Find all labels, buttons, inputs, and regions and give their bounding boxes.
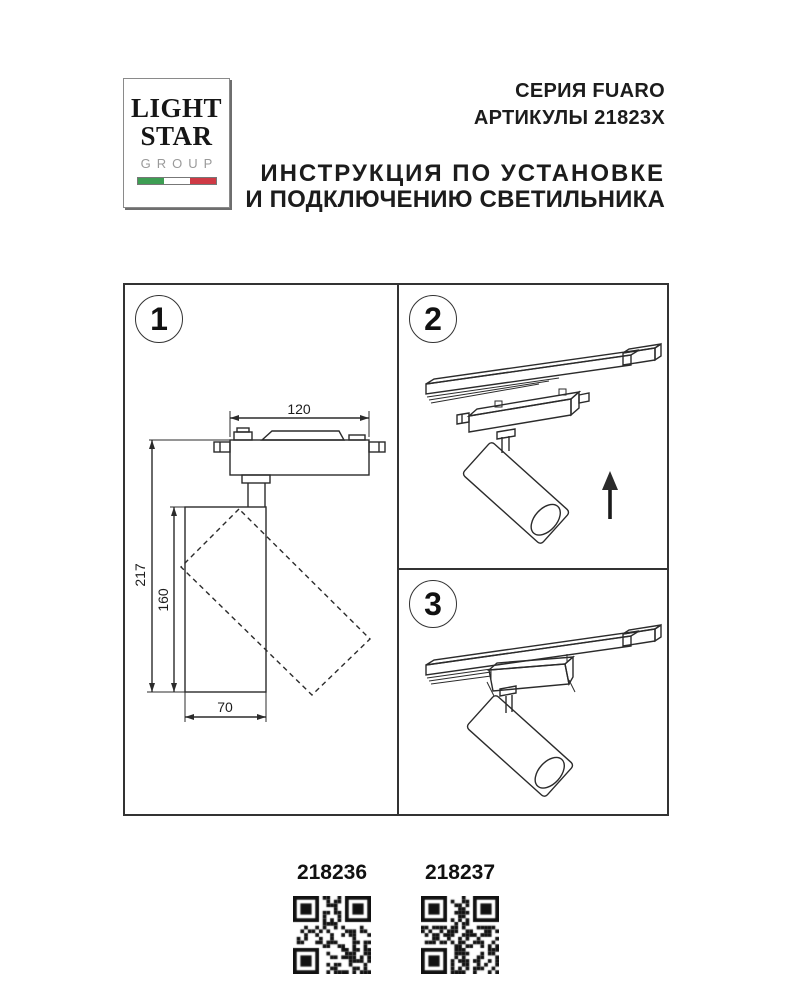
dimension-label-217: 217 — [132, 563, 148, 587]
track-rail-drawing — [426, 625, 661, 684]
panel-step-3 — [399, 570, 667, 814]
step-2-circle — [409, 295, 457, 343]
step-1-number: 1 — [150, 300, 168, 337]
spotlight-cylinder-drawing — [466, 694, 574, 798]
step-3-number: 3 — [424, 585, 442, 622]
series-title: СЕРИЯ FUARO — [515, 80, 665, 102]
logo-group-text: GROUP — [140, 156, 219, 171]
panel-step-2 — [399, 285, 667, 570]
dimension-label-160: 160 — [155, 588, 171, 612]
logo-star-text: STAR — [140, 121, 213, 151]
flag-red-segment — [190, 178, 216, 184]
dimension-160 — [155, 507, 266, 692]
flag-green-segment — [138, 178, 164, 184]
flag-white-segment — [164, 178, 190, 184]
qr-code-image — [421, 896, 499, 974]
step-2-number: 2 — [424, 300, 442, 337]
lamp-body-front-view — [181, 507, 370, 695]
lightstar-logo — [123, 78, 230, 208]
qr-item — [293, 861, 371, 974]
instruction-title-line1: ИНСТРУКЦИЯ ПО УСТАНОВКЕ — [260, 160, 665, 187]
spotlight-cylinder-drawing — [462, 441, 570, 545]
italian-flag-stripe — [137, 177, 217, 185]
qr-item — [421, 861, 499, 974]
qr-label: 218236 — [296, 861, 368, 884]
track-adapter-mounted-drawing — [487, 654, 575, 713]
dimension-label-120: 120 — [287, 401, 311, 417]
up-arrow-icon — [602, 471, 618, 519]
dimension-label-70: 70 — [217, 699, 233, 715]
track-adapter-front-view — [214, 428, 385, 507]
rotated-lamp-dashed-outline — [181, 509, 370, 695]
instruction-title-line2: И ПОДКЛЮЧЕНИЮ СВЕТИЛЬНИКА — [245, 186, 665, 213]
step-3-circle — [409, 580, 457, 628]
track-adapter-drawing — [457, 389, 589, 453]
dimension-70 — [185, 692, 266, 722]
qr-label: 218237 — [424, 861, 496, 884]
header-text-block — [245, 78, 665, 213]
track-rail-drawing — [426, 344, 661, 403]
dimension-217 — [132, 440, 230, 692]
qr-code-image — [293, 896, 371, 974]
logo-light-text: LIGHT — [130, 93, 223, 123]
right-column — [399, 285, 667, 814]
steps-grid — [123, 283, 669, 816]
panel-step-1 — [125, 285, 399, 814]
step-1-circle — [135, 295, 183, 343]
technical-drawing — [125, 285, 397, 814]
articles-line: АРТИКУЛЫ 21823X — [473, 107, 665, 129]
